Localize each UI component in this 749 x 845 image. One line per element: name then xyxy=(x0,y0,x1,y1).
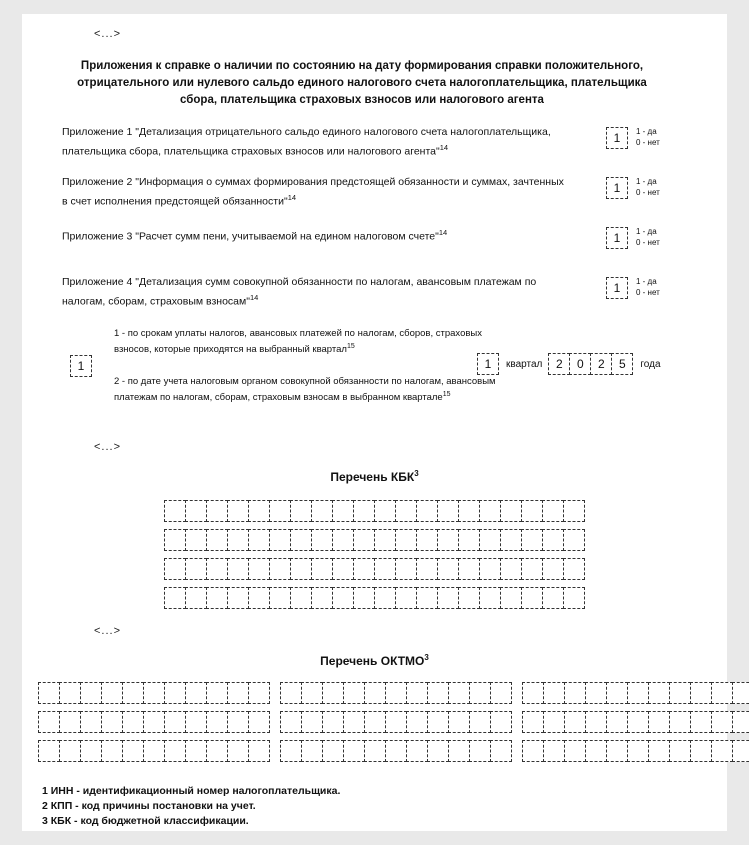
appendix-legend-2 xyxy=(636,176,660,198)
oktmo-cell[interactable] xyxy=(585,711,607,733)
kbk-cell[interactable] xyxy=(185,558,207,580)
kbk-cell[interactable] xyxy=(542,587,564,609)
oktmo-cell[interactable] xyxy=(490,711,512,733)
oktmo-cell[interactable] xyxy=(564,711,586,733)
kbk-cell[interactable] xyxy=(311,587,333,609)
kbk-cell[interactable] xyxy=(479,500,501,522)
year-digit-4[interactable]: 5 xyxy=(611,353,633,375)
appendix-text-2: Приложение 2 "Информация о суммах формирования предстоящей обязанности и суммах, зачтенных в счет исполнения предстоящей обязанности" xyxy=(62,176,564,208)
oktmo-cell[interactable] xyxy=(385,711,407,733)
kbk-cell[interactable] xyxy=(458,558,480,580)
choice-option-2-footnote-ref: 15 xyxy=(442,391,451,398)
kbk-cell[interactable] xyxy=(269,500,291,522)
kbk-cell[interactable] xyxy=(416,587,438,609)
oktmo-cell[interactable] xyxy=(711,711,733,733)
kbk-cell[interactable] xyxy=(500,558,522,580)
oktmo-cell[interactable] xyxy=(406,682,428,704)
kbk-cell[interactable] xyxy=(416,529,438,551)
oktmo-cell[interactable] xyxy=(448,711,470,733)
oktmo-group xyxy=(38,711,270,733)
appendix-value-4[interactable]: 1 xyxy=(606,277,628,299)
kbk-cell-grid xyxy=(40,500,709,609)
oktmo-cell[interactable] xyxy=(427,711,449,733)
kbk-cell[interactable] xyxy=(395,529,417,551)
kbk-cell[interactable] xyxy=(353,587,375,609)
choice-option-1-label xyxy=(114,327,504,356)
kbk-heading-footnote-ref: 3 xyxy=(414,469,419,478)
choice-option-1-footnote-ref: 15 xyxy=(346,343,355,350)
kbk-cell[interactable] xyxy=(311,500,333,522)
oktmo-group xyxy=(522,711,749,733)
year-digit-1[interactable]: 2 xyxy=(548,353,570,375)
kbk-cell[interactable] xyxy=(227,558,249,580)
oktmo-cell[interactable] xyxy=(206,740,228,762)
ellipsis-mark-top: <...> xyxy=(94,28,122,40)
oktmo-cell[interactable] xyxy=(206,711,228,733)
oktmo-cell[interactable] xyxy=(732,740,749,762)
kbk-cell[interactable] xyxy=(206,587,228,609)
kbk-cell[interactable] xyxy=(458,500,480,522)
appendix-text-4: Приложение 4 "Детализация сумм совокупной обязанности по налогам, авансовым платежам по налогам, сборам, страховым взносам" xyxy=(62,276,537,308)
oktmo-row-1 xyxy=(38,682,709,704)
oktmo-row-2 xyxy=(38,711,709,733)
oktmo-cell[interactable] xyxy=(248,682,270,704)
kbk-cell[interactable] xyxy=(164,587,186,609)
appendix-yes-label-3: 1 - да xyxy=(636,227,657,236)
oktmo-cell-grid xyxy=(38,682,709,762)
appendix-row-4 xyxy=(40,275,709,309)
oktmo-cell[interactable] xyxy=(648,711,670,733)
kbk-cell[interactable] xyxy=(374,529,396,551)
kbk-cell[interactable] xyxy=(437,529,459,551)
kbk-cell[interactable] xyxy=(269,587,291,609)
oktmo-cell[interactable] xyxy=(490,740,512,762)
oktmo-cell[interactable] xyxy=(711,682,733,704)
oktmo-cell[interactable] xyxy=(627,740,649,762)
appendix-no-label-3: 0 - нет xyxy=(636,238,660,247)
appendix-legend-1 xyxy=(636,126,660,148)
document-page xyxy=(22,14,727,831)
oktmo-cell[interactable] xyxy=(38,682,60,704)
kbk-row-3 xyxy=(164,558,585,580)
appendix-label-3 xyxy=(62,225,572,245)
kbk-cell[interactable] xyxy=(395,558,417,580)
kbk-cell[interactable] xyxy=(437,558,459,580)
oktmo-cell[interactable] xyxy=(732,682,749,704)
oktmo-cell[interactable] xyxy=(280,711,302,733)
kbk-cell[interactable] xyxy=(353,529,375,551)
oktmo-cell[interactable] xyxy=(522,740,544,762)
appendix-text-1: Приложение 1 "Детализация отрицательного сальдо единого налогового счета налогоплательщика, плательщика сбора, плательщика страховых взносов или налогового агента" xyxy=(62,126,551,158)
appendix-value-3[interactable]: 1 xyxy=(606,227,628,249)
ellipsis-mark-middle: <...> xyxy=(94,441,122,453)
oktmo-cell[interactable] xyxy=(143,740,165,762)
oktmo-heading-text: Перечень ОКТМО xyxy=(320,654,425,668)
appendix-footnote-ref-4: 14 xyxy=(249,293,259,302)
page-title: Приложения к справке о наличии по состоянию на дату формирования справки положительного, отрицательного или нулевого сальдо единого налогового счета налогоплательщика, плательщика сбора, плательщика страховых взносов или налогового агента xyxy=(77,60,647,106)
kbk-cell[interactable] xyxy=(374,587,396,609)
oktmo-cell[interactable] xyxy=(564,682,586,704)
kbk-cell[interactable] xyxy=(479,587,501,609)
oktmo-cell[interactable] xyxy=(648,740,670,762)
appendix-value-2[interactable]: 1 xyxy=(606,177,628,199)
oktmo-cell[interactable] xyxy=(80,740,102,762)
oktmo-cell[interactable] xyxy=(38,740,60,762)
kbk-cell[interactable] xyxy=(563,558,585,580)
oktmo-cell[interactable] xyxy=(322,711,344,733)
oktmo-cell[interactable] xyxy=(690,682,712,704)
kbk-cell[interactable] xyxy=(353,558,375,580)
oktmo-cell[interactable] xyxy=(343,682,365,704)
oktmo-cell[interactable] xyxy=(322,682,344,704)
oktmo-cell[interactable] xyxy=(122,740,144,762)
oktmo-heading xyxy=(40,653,709,668)
oktmo-cell[interactable] xyxy=(301,682,323,704)
oktmo-cell[interactable] xyxy=(469,682,491,704)
appendix-value-1[interactable]: 1 xyxy=(606,127,628,149)
oktmo-cell[interactable] xyxy=(585,740,607,762)
appendix-row-2 xyxy=(40,175,709,209)
kbk-cell[interactable] xyxy=(290,558,312,580)
oktmo-cell[interactable] xyxy=(606,682,628,704)
kbk-cell[interactable] xyxy=(269,529,291,551)
oktmo-cell[interactable] xyxy=(227,682,249,704)
footnotes-block xyxy=(42,784,709,829)
oktmo-cell[interactable] xyxy=(185,711,207,733)
oktmo-cell[interactable] xyxy=(627,711,649,733)
kbk-cell[interactable] xyxy=(164,500,186,522)
oktmo-cell[interactable] xyxy=(543,740,565,762)
kbk-cell[interactable] xyxy=(269,558,291,580)
oktmo-cell[interactable] xyxy=(364,740,386,762)
appendix-footnote-ref-1: 14 xyxy=(439,143,449,152)
appendix-yes-label-2: 1 - да xyxy=(636,177,657,186)
kbk-cell[interactable] xyxy=(248,558,270,580)
oktmo-cell[interactable] xyxy=(669,682,691,704)
oktmo-group xyxy=(280,740,512,762)
kbk-cell[interactable] xyxy=(542,558,564,580)
oktmo-group xyxy=(280,682,512,704)
kbk-cell[interactable] xyxy=(290,587,312,609)
appendix-label-1 xyxy=(62,125,572,160)
kbk-cell[interactable] xyxy=(311,558,333,580)
appendix-label-2 xyxy=(62,175,572,210)
oktmo-cell[interactable] xyxy=(143,682,165,704)
oktmo-cell[interactable] xyxy=(122,711,144,733)
kbk-cell[interactable] xyxy=(521,529,543,551)
footnote-3: 3 КБК - код бюджетной классификации. xyxy=(42,815,249,827)
kbk-cell[interactable] xyxy=(521,587,543,609)
appendix-label-4 xyxy=(62,275,572,310)
oktmo-cell[interactable] xyxy=(627,682,649,704)
oktmo-cell[interactable] xyxy=(143,711,165,733)
kbk-cell[interactable] xyxy=(437,587,459,609)
quarter-value-input[interactable]: 1 xyxy=(477,353,499,375)
oktmo-cell[interactable] xyxy=(280,682,302,704)
appendix-text-3: Приложение 3 "Расчет сумм пени, учитываемой на едином налоговом счете" xyxy=(62,230,439,243)
period-selection-block xyxy=(40,327,709,419)
oktmo-cell[interactable] xyxy=(669,740,691,762)
appendix-no-label-1: 0 - нет xyxy=(636,138,660,147)
kbk-cell[interactable] xyxy=(563,587,585,609)
kbk-cell[interactable] xyxy=(395,500,417,522)
kbk-row-1 xyxy=(164,500,585,522)
oktmo-group xyxy=(38,682,270,704)
oktmo-cell[interactable] xyxy=(248,711,270,733)
oktmo-cell[interactable] xyxy=(690,740,712,762)
oktmo-cell[interactable] xyxy=(522,711,544,733)
appendix-row-1 xyxy=(40,125,709,159)
oktmo-cell[interactable] xyxy=(448,740,470,762)
oktmo-cell[interactable] xyxy=(59,711,81,733)
kbk-cell[interactable] xyxy=(437,500,459,522)
oktmo-cell[interactable] xyxy=(543,711,565,733)
kbk-cell[interactable] xyxy=(458,529,480,551)
oktmo-cell[interactable] xyxy=(690,711,712,733)
oktmo-cell[interactable] xyxy=(164,740,186,762)
oktmo-row-3 xyxy=(38,740,709,762)
kbk-cell[interactable] xyxy=(248,587,270,609)
oktmo-cell[interactable] xyxy=(427,740,449,762)
kbk-cell[interactable] xyxy=(479,529,501,551)
kbk-row-4 xyxy=(164,587,585,609)
oktmo-cell[interactable] xyxy=(606,711,628,733)
kbk-cell[interactable] xyxy=(290,529,312,551)
kbk-cell[interactable] xyxy=(164,558,186,580)
kbk-cell[interactable] xyxy=(521,558,543,580)
oktmo-cell[interactable] xyxy=(385,740,407,762)
oktmo-group xyxy=(522,682,749,704)
kbk-cell[interactable] xyxy=(290,500,312,522)
oktmo-cell[interactable] xyxy=(59,682,81,704)
kbk-cell[interactable] xyxy=(206,529,228,551)
oktmo-cell[interactable] xyxy=(585,682,607,704)
kbk-cell[interactable] xyxy=(353,500,375,522)
choice-value-input[interactable]: 1 xyxy=(70,355,92,377)
oktmo-cell[interactable] xyxy=(469,711,491,733)
kbk-cell[interactable] xyxy=(185,587,207,609)
kbk-cell[interactable] xyxy=(458,587,480,609)
oktmo-cell[interactable] xyxy=(606,740,628,762)
oktmo-cell[interactable] xyxy=(80,711,102,733)
kbk-heading-text: Перечень КБК xyxy=(330,470,415,484)
kbk-cell[interactable] xyxy=(563,529,585,551)
year-cells xyxy=(549,353,633,375)
oktmo-cell[interactable] xyxy=(164,682,186,704)
oktmo-cell[interactable] xyxy=(101,711,123,733)
appendix-legend-4 xyxy=(636,276,660,298)
kbk-cell[interactable] xyxy=(311,529,333,551)
oktmo-cell[interactable] xyxy=(564,740,586,762)
quarter-year-row xyxy=(477,353,668,375)
oktmo-cell[interactable] xyxy=(648,682,670,704)
oktmo-cell[interactable] xyxy=(406,711,428,733)
kbk-cell[interactable] xyxy=(227,529,249,551)
kbk-cell[interactable] xyxy=(479,558,501,580)
kbk-cell[interactable] xyxy=(374,558,396,580)
kbk-cell[interactable] xyxy=(227,500,249,522)
ellipsis-mark-bottom: <...> xyxy=(94,625,122,637)
oktmo-cell[interactable] xyxy=(185,740,207,762)
year-digit-2[interactable]: 0 xyxy=(569,353,591,375)
oktmo-cell[interactable] xyxy=(101,740,123,762)
oktmo-cell[interactable] xyxy=(343,740,365,762)
kbk-cell[interactable] xyxy=(521,500,543,522)
year-digit-3[interactable]: 2 xyxy=(590,353,612,375)
oktmo-cell[interactable] xyxy=(711,740,733,762)
appendix-legend-3 xyxy=(636,226,660,248)
oktmo-cell[interactable] xyxy=(301,740,323,762)
oktmo-cell[interactable] xyxy=(469,740,491,762)
choice-option-2-label xyxy=(114,375,514,404)
kbk-row-2 xyxy=(164,529,585,551)
oktmo-cell[interactable] xyxy=(364,682,386,704)
kbk-cell[interactable] xyxy=(185,529,207,551)
oktmo-cell[interactable] xyxy=(80,682,102,704)
kbk-cell[interactable] xyxy=(332,558,354,580)
kbk-cell[interactable] xyxy=(332,587,354,609)
oktmo-cell[interactable] xyxy=(185,682,207,704)
appendix-footnote-ref-2: 14 xyxy=(287,193,297,202)
appendix-no-label-2: 0 - нет xyxy=(636,188,660,197)
oktmo-cell[interactable] xyxy=(59,740,81,762)
kbk-cell[interactable] xyxy=(248,500,270,522)
kbk-cell[interactable] xyxy=(206,500,228,522)
oktmo-heading-footnote-ref: 3 xyxy=(424,653,429,662)
oktmo-cell[interactable] xyxy=(732,711,749,733)
oktmo-cell[interactable] xyxy=(490,682,512,704)
kbk-cell[interactable] xyxy=(542,500,564,522)
oktmo-cell[interactable] xyxy=(427,682,449,704)
quarter-label: квартал xyxy=(506,358,543,370)
kbk-cell[interactable] xyxy=(542,529,564,551)
kbk-cell[interactable] xyxy=(416,558,438,580)
kbk-cell[interactable] xyxy=(332,529,354,551)
kbk-cell[interactable] xyxy=(500,587,522,609)
oktmo-cell[interactable] xyxy=(227,711,249,733)
appendix-row-3 xyxy=(40,225,709,259)
kbk-cell[interactable] xyxy=(164,529,186,551)
oktmo-cell[interactable] xyxy=(248,740,270,762)
oktmo-group xyxy=(522,740,749,762)
appendix-footnote-ref-3: 14 xyxy=(438,228,448,237)
kbk-cell[interactable] xyxy=(332,500,354,522)
oktmo-cell[interactable] xyxy=(322,740,344,762)
oktmo-cell[interactable] xyxy=(448,682,470,704)
oktmo-cell[interactable] xyxy=(206,682,228,704)
kbk-cell[interactable] xyxy=(374,500,396,522)
kbk-cell[interactable] xyxy=(206,558,228,580)
choice-option-2-text: 2 - по дате учета налоговым органом совокупной обязанности по налогам, авансовым платежам по налогам, сборам, страховым взносам в выбранном квартале xyxy=(114,376,496,404)
oktmo-cell[interactable] xyxy=(38,711,60,733)
kbk-cell[interactable] xyxy=(395,587,417,609)
appendix-no-label-4: 0 - нет xyxy=(636,288,660,297)
oktmo-cell[interactable] xyxy=(364,711,386,733)
kbk-heading xyxy=(40,469,709,484)
kbk-cell[interactable] xyxy=(563,500,585,522)
kbk-cell[interactable] xyxy=(248,529,270,551)
oktmo-cell[interactable] xyxy=(406,740,428,762)
oktmo-cell[interactable] xyxy=(543,682,565,704)
choice-option-1-text: 1 - по срокам уплаты налогов, авансовых платежей по налогам, сборов, страховых взносов, которые приходятся на выбранный квартал xyxy=(114,328,482,356)
document-content xyxy=(40,28,709,829)
oktmo-cell[interactable] xyxy=(343,711,365,733)
oktmo-cell[interactable] xyxy=(227,740,249,762)
oktmo-cell[interactable] xyxy=(522,682,544,704)
appendix-yes-label-4: 1 - да xyxy=(636,277,657,286)
kbk-cell[interactable] xyxy=(500,500,522,522)
appendix-yes-label-1: 1 - да xyxy=(636,127,657,136)
kbk-cell[interactable] xyxy=(185,500,207,522)
oktmo-group xyxy=(280,711,512,733)
footnote-1: 1 ИНН - идентификационный номер налогоплательщика. xyxy=(42,785,341,797)
oktmo-cell[interactable] xyxy=(280,740,302,762)
kbk-cell[interactable] xyxy=(227,587,249,609)
oktmo-cell[interactable] xyxy=(122,682,144,704)
oktmo-cell[interactable] xyxy=(669,711,691,733)
year-label: года xyxy=(640,358,661,370)
oktmo-cell[interactable] xyxy=(101,682,123,704)
oktmo-group xyxy=(38,740,270,762)
oktmo-cell[interactable] xyxy=(301,711,323,733)
oktmo-cell[interactable] xyxy=(164,711,186,733)
oktmo-cell[interactable] xyxy=(385,682,407,704)
kbk-cell[interactable] xyxy=(500,529,522,551)
kbk-cell[interactable] xyxy=(416,500,438,522)
footnote-2: 2 КПП - код причины постановки на учет. xyxy=(42,800,256,812)
